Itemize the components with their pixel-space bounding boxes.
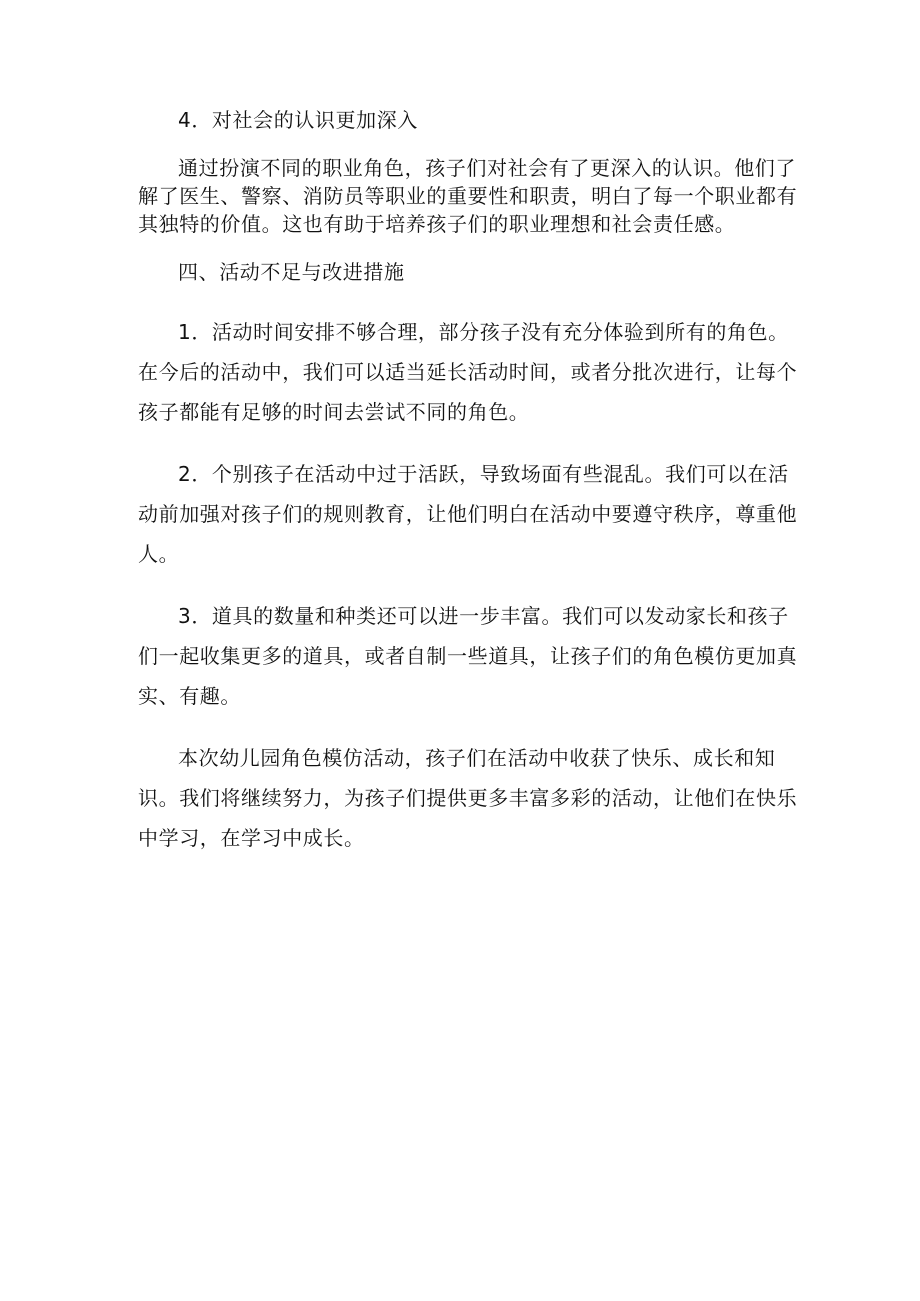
paragraph-shortcoming-2: 2．个别孩子在活动中过于活跃，导致场面有些混乱。我们可以在活动前加强对孩子们的规则教育，让他们明白在活动中要遵守秩序，尊重他人。 [138,462,798,566]
paragraph-conclusion: 本次幼儿园角色模仿活动，孩子们在活动中收获了快乐、成长和知识。我们将继续努力，为孩子们提供更多丰富多彩的活动，让他们在快乐中学习，在学习中成长。 [138,746,798,850]
section-heading-shortcomings: 四、活动不足与改进措施 [178,260,405,284]
paragraph-shortcoming-1: 1．活动时间安排不够合理，部分孩子没有充分体验到所有的角色。在今后的活动中，我们可以适当延长活动时间，或者分批次进行，让每个孩子都能有足够的时间去尝试不同的角色。 [138,320,798,424]
document-body [138,100,804,858]
paragraph-shortcoming-3: 3．道具的数量和种类还可以进一步丰富。我们可以发动家长和孩子们一起收集更多的道具，或者自制一些道具，让孩子们的角色模仿更加真实、有趣。 [138,604,798,708]
heading-social-understanding: 4．对社会的认识更加深入 [178,108,418,132]
paragraph-social-understanding: 通过扮演不同的职业角色，孩子们对社会有了更深入的认识。他们了解了医生、警察、消防员等职业的重要性和职责，明白了每一个职业都有其独特的价值。这也有助于培养孩子们的职业理想和社会责任感。 [138,156,798,236]
